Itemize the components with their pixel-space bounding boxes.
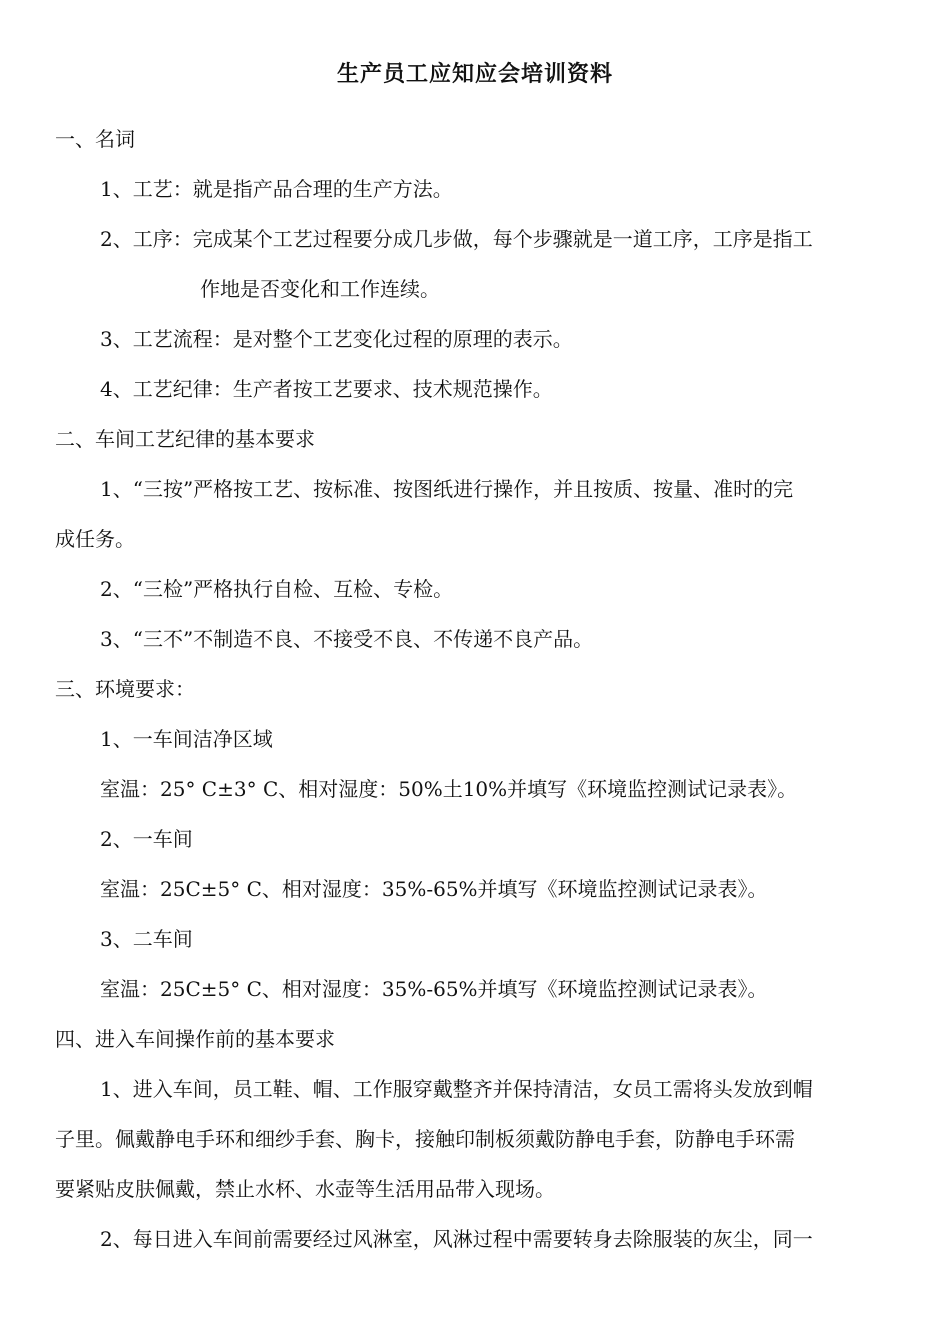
- document-line: 室温：25C±5° C、相对湿度：35%-65%并填写《环境监控测试记录表》。: [100, 877, 768, 901]
- document-line: 室温：25C±5° C、相对湿度：35%-65%并填写《环境监控测试记录表》。: [100, 977, 768, 1001]
- document-line: 室温：25° C±3° C、相对湿度：50%土10%并填写《环境监控测试记录表》。: [100, 777, 798, 801]
- document-line: 2、一车间: [100, 827, 193, 851]
- document-line: 要紧贴皮肤佩戴，禁止水杯、水壶等生活用品带入现场。: [55, 1177, 555, 1201]
- document-line: 二、车间工艺纪律的基本要求: [55, 427, 315, 451]
- document-line: 1、工艺：就是指产品合理的生产方法。: [100, 177, 453, 201]
- document-line: 子里。佩戴静电手环和细纱手套、胸卡，接触印制板须戴防静电手套，防静电手环需: [55, 1127, 795, 1151]
- document-line: 3、二车间: [100, 927, 193, 951]
- document-line: 4、工艺纪律：生产者按工艺要求、技术规范操作。: [100, 377, 553, 401]
- document-line: 2、“三检”严格执行自检、互检、专检。: [100, 577, 454, 601]
- document-line: 2、工序：完成某个工艺过程要分成几步做，每个步骤就是一道工序，工序是指工: [100, 227, 813, 251]
- document-title: 生产员工应知应会培训资料: [336, 62, 613, 87]
- document-line: 三、环境要求：: [55, 677, 195, 701]
- document-line: 2、每日进入车间前需要经过风淋室，风淋过程中需要转身去除服装的灰尘，同一: [100, 1227, 813, 1251]
- document-line: 成任务。: [55, 527, 135, 551]
- document-line: 四、进入车间操作前的基本要求: [55, 1027, 335, 1051]
- document-line: 1、进入车间，员工鞋、帽、工作服穿戴整齐并保持清洁，女员工需将头发放到帽: [100, 1077, 813, 1101]
- document-line: 1、一车间洁净区域: [100, 727, 273, 751]
- document-body: [55, 114, 895, 1264]
- document-line: 作地是否变化和工作连续。: [200, 277, 440, 301]
- document-line: 3、“三不”不制造不良、不接受不良、不传递不良产品。: [100, 627, 594, 651]
- document-line: 一、名词: [55, 127, 135, 151]
- document-line: 1、“三按”严格按工艺、按标准、按图纸进行操作，并且按质、按量、准时的完: [100, 477, 794, 501]
- document-line: 3、工艺流程：是对整个工艺变化过程的原理的表示。: [100, 327, 573, 351]
